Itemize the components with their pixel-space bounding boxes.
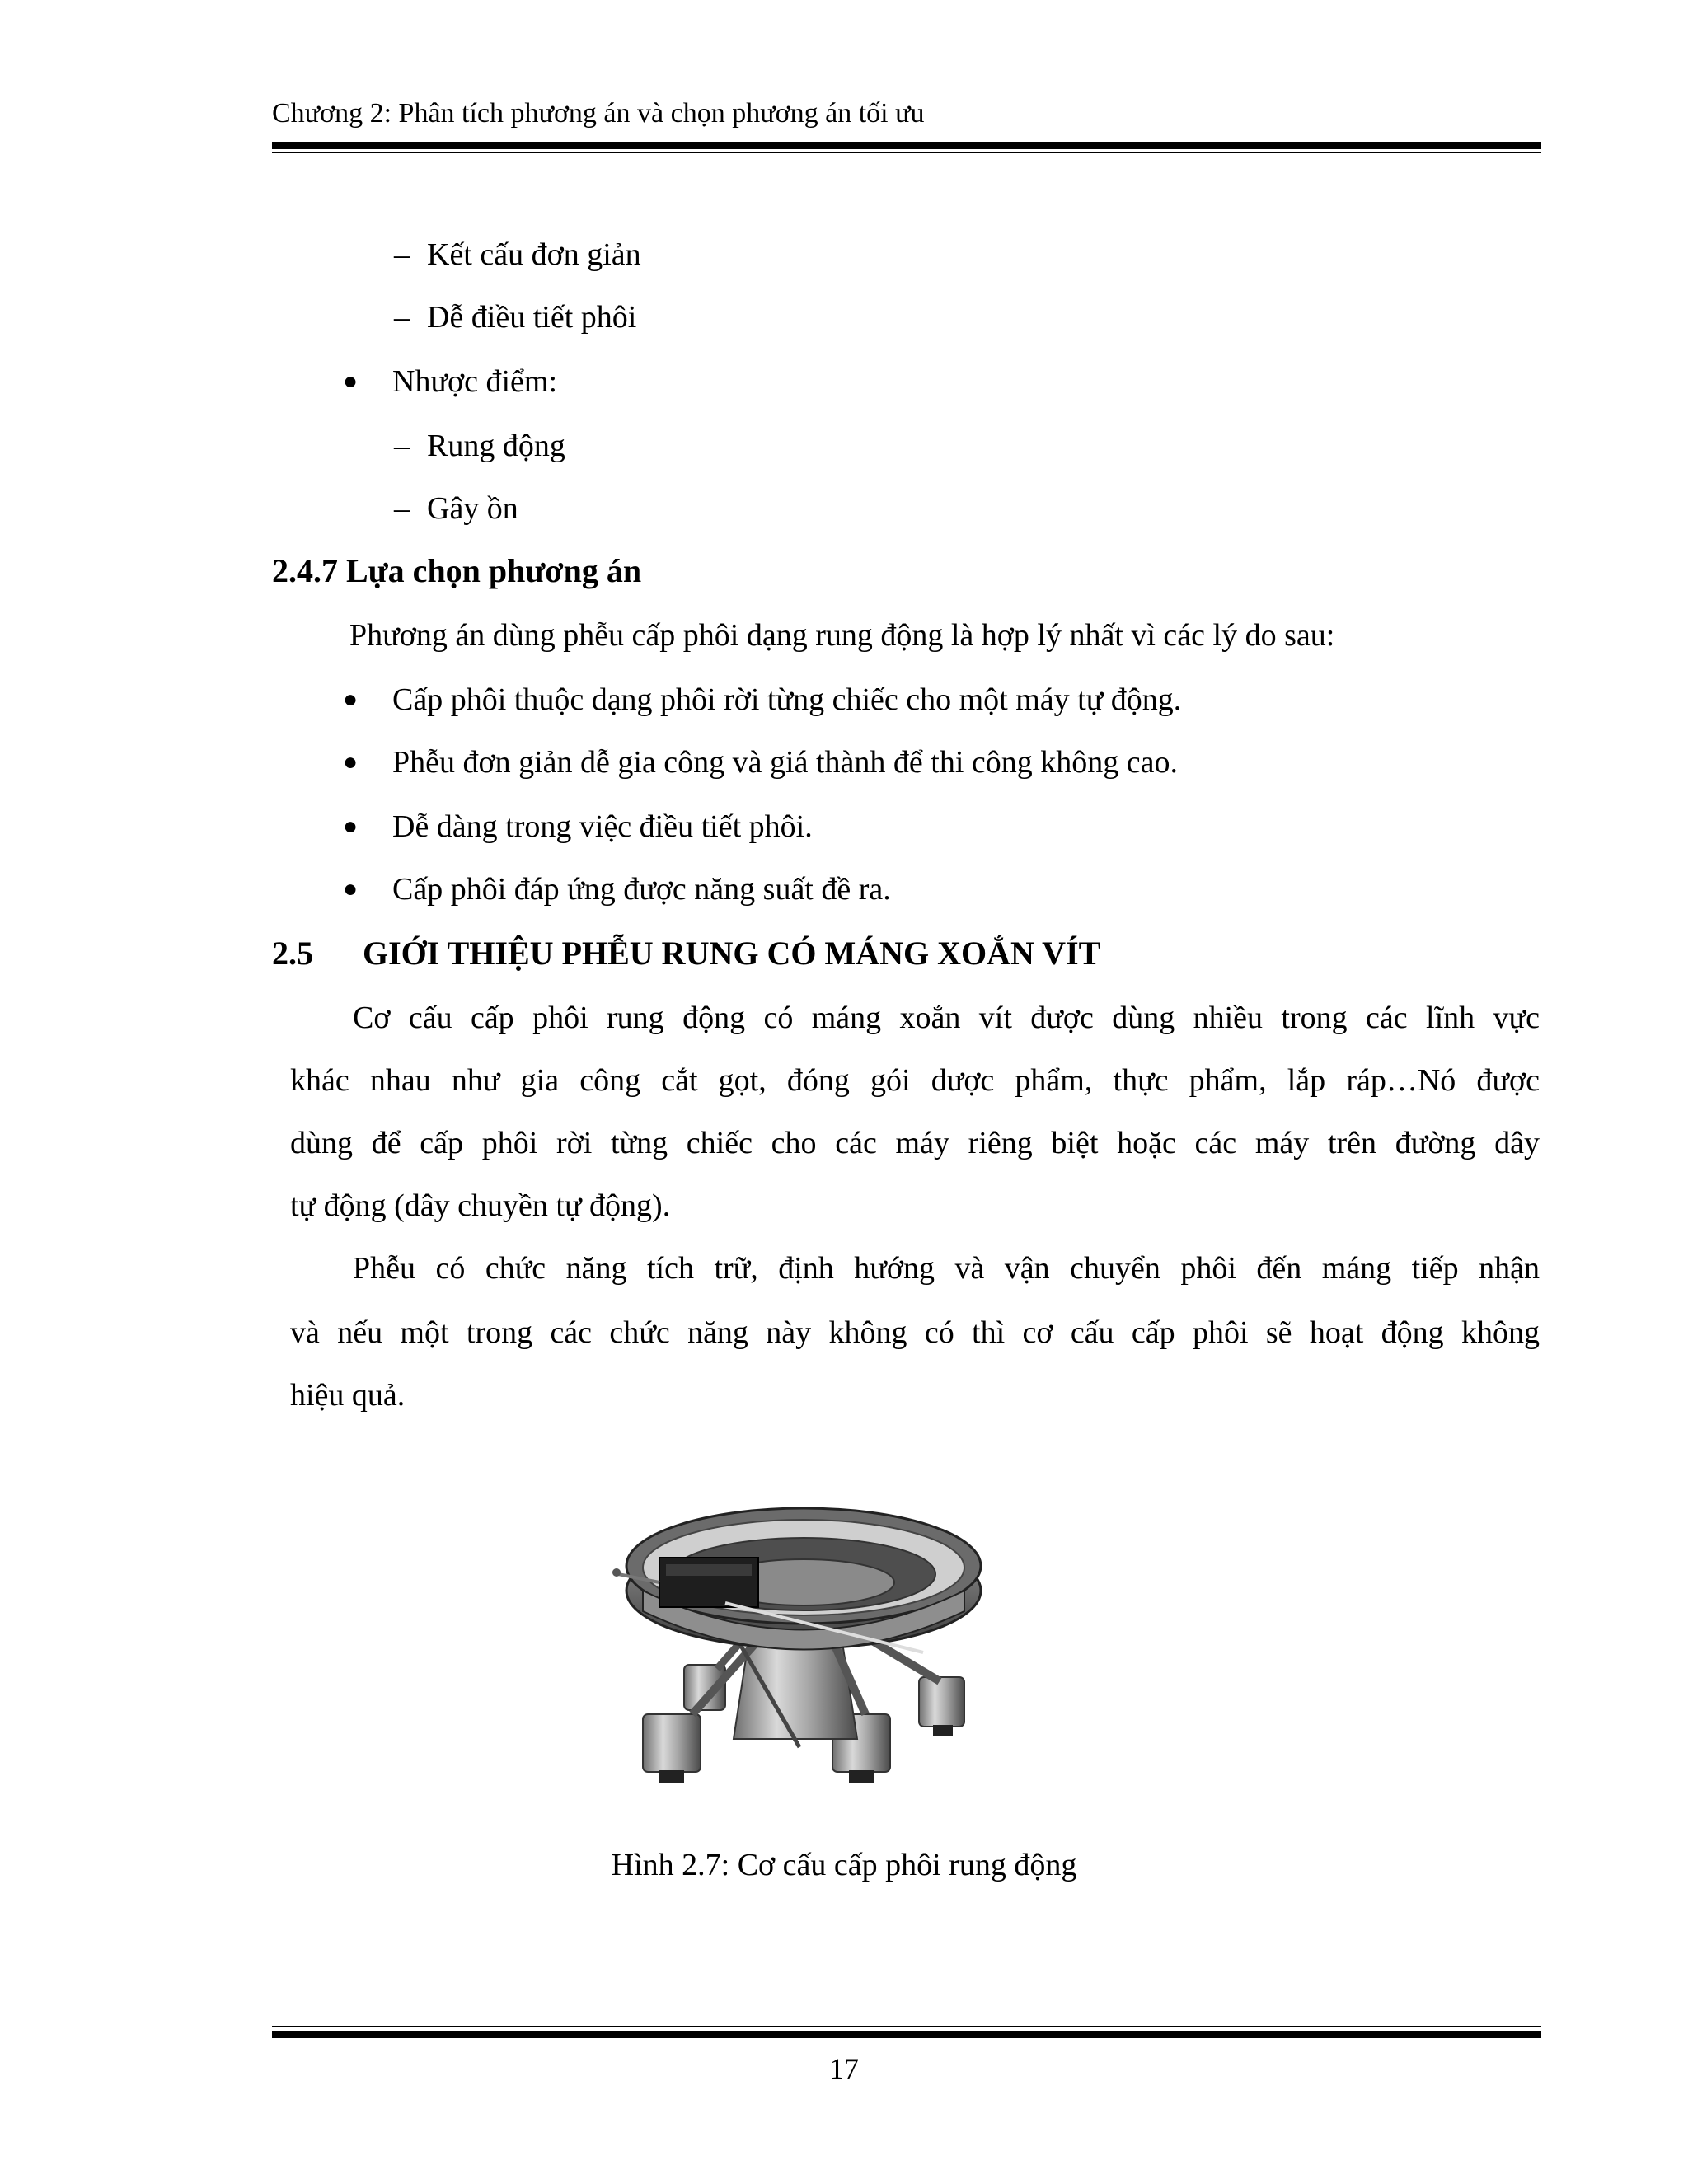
paragraph-line: Phễu có chức năng tích trữ, định hướng và vận chuyển phôi đến máng tiếp nhận (353, 1251, 1540, 1286)
list-item-text: Kết cấu đơn giản (427, 237, 641, 272)
paragraph-line: khác nhau như gia công cắt gọt, đóng gói dược phẩm, thực phẩm, lắp ráp…Nó được (290, 1063, 1540, 1098)
intro-paragraph: Phương án dùng phễu cấp phôi dạng rung động là hợp lý nhất vì các lý do sau: (349, 618, 1335, 653)
list-item (394, 427, 565, 465)
section-heading-247 (272, 552, 641, 590)
paragraph-line: và nếu một trong các chức năng này không có thì cơ cấu cấp phôi sẽ hoạt động không (290, 1315, 1540, 1350)
footer-rule-thin (272, 2026, 1541, 2027)
dash-icon: – (394, 429, 410, 463)
paragraph-line: tự động (dây chuyền tự động). (290, 1188, 671, 1223)
section-title: Lựa chọn phương án (346, 552, 642, 589)
bullet-icon: ● (343, 875, 359, 902)
header-rule-thick (272, 142, 1541, 149)
bullet-icon: ● (343, 686, 359, 713)
list-item-text: Nhược điểm: (392, 364, 558, 399)
list-item (343, 870, 891, 908)
page-number: 17 (829, 2052, 859, 2085)
header-rule-thin (272, 152, 1541, 153)
section-heading-25 (272, 935, 1100, 972)
list-item-text: Cấp phôi thuộc dạng phôi rời từng chiếc cho một máy tự động. (392, 682, 1182, 717)
list-item-text: Cấp phôi đáp ứng được năng suất đề ra. (392, 872, 891, 907)
bullet-icon: ● (343, 813, 359, 840)
paragraph-line: dùng để cấp phôi rời từng chiếc cho các máy riêng biệt hoặc các máy trên đường dây (290, 1126, 1540, 1160)
list-item (394, 490, 518, 527)
list-item-text: Rung động (427, 429, 565, 463)
dash-icon: – (394, 300, 410, 335)
list-item (343, 808, 813, 846)
paragraph-line: Cơ cấu cấp phôi rung động có máng xoắn vít được dùng nhiều trong các lĩnh vực (353, 1001, 1540, 1035)
list-item (343, 681, 1182, 719)
section-title: GIỚI THIỆU PHỄU RUNG CÓ MÁNG XOẮN VÍT (363, 935, 1101, 972)
figure-caption: Hình 2.7: Cơ cấu cấp phôi rung động (611, 1848, 1077, 1882)
page-header: Chương 2: Phân tích phương án và chọn phương án tối ưu (272, 98, 925, 129)
list-item-text: Dễ dàng trong việc điều tiết phôi. (392, 809, 813, 844)
list-item-text: Gây ồn (427, 491, 518, 526)
list-item-text: Dễ điều tiết phôi (427, 300, 637, 335)
dash-icon: – (394, 237, 410, 272)
vibratory-bowl-feeder-image (593, 1467, 989, 1821)
list-item-text: Phễu đơn giản dễ gia công và giá thành để thi công không cao. (392, 745, 1178, 780)
list-item (343, 743, 1178, 781)
footer-rule-thick (272, 2031, 1541, 2038)
bullet-item-disadvantages (343, 363, 558, 401)
section-number: 2.4.7 (272, 552, 338, 589)
section-number: 2.5 (272, 935, 313, 972)
bullet-icon: ● (343, 748, 359, 776)
dash-icon: – (394, 491, 410, 526)
list-item (394, 298, 637, 336)
bullet-icon: ● (343, 368, 359, 395)
list-item (394, 236, 641, 274)
paragraph-line: hiệu quả. (290, 1378, 406, 1413)
